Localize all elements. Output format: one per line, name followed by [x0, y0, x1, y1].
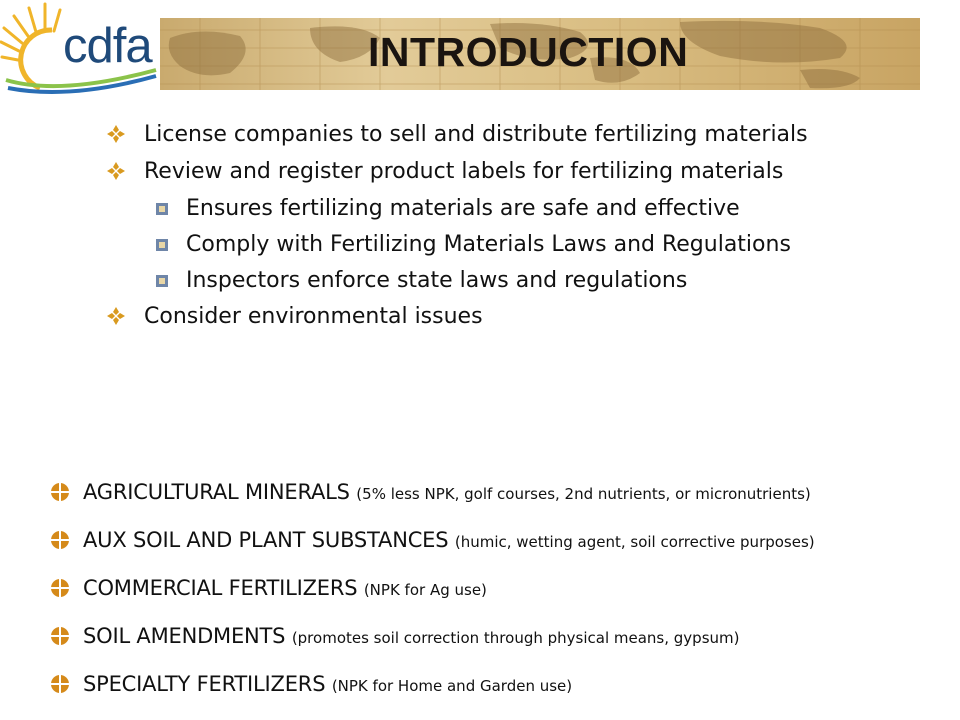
round-bullet-icon [50, 578, 70, 598]
diamond-bullet-icon [106, 161, 126, 181]
square-bullet-icon [156, 203, 168, 215]
cdfa-logo [0, 0, 160, 98]
round-bullet-icon [50, 530, 70, 550]
list-item-text: Review and register product labels for fertilizing materials [144, 159, 784, 184]
list-item [50, 670, 930, 700]
list-item [106, 231, 826, 259]
category-description: (5% less NPK, golf courses, 2nd nutrients, or micronutrients) [356, 485, 811, 503]
square-bullet-icon [156, 239, 168, 251]
list-item-text: Inspectors enforce state laws and regulations [186, 268, 688, 293]
round-bullet-icon [50, 674, 70, 694]
material-category-list [50, 478, 930, 718]
category-name: AGRICULTURAL MINERALS [83, 480, 350, 504]
round-bullet-icon [50, 626, 70, 646]
slide-title: INTRODUCTION [368, 29, 689, 75]
list-item [106, 267, 826, 295]
list-item [106, 303, 826, 331]
category-name: SOIL AMENDMENTS [83, 624, 286, 648]
list-item-text: Comply with Fertilizing Materials Laws and Regulations [186, 232, 791, 257]
diamond-bullet-icon [106, 124, 126, 144]
title-banner [160, 18, 920, 90]
list-item [50, 526, 930, 556]
category-description: (NPK for Home and Garden use) [331, 677, 573, 695]
round-bullet-icon [50, 482, 70, 502]
category-name: SPECIALTY FERTILIZERS [83, 672, 326, 696]
list-item [106, 158, 826, 186]
logo-wordmark: cdfa [63, 19, 152, 73]
square-bullet-icon [156, 275, 168, 287]
category-name: AUX SOIL AND PLANT SUBSTANCES [83, 528, 449, 552]
list-item [106, 121, 826, 149]
upper-bullet-list [106, 121, 826, 340]
category-description: (promotes soil correction through physical means, gypsum) [291, 629, 740, 647]
category-name: COMMERCIAL FERTILIZERS [83, 576, 358, 600]
category-description: (humic, wetting agent, soil corrective purposes) [454, 533, 815, 551]
category-description: (NPK for Ag use) [363, 581, 487, 599]
list-item [106, 195, 826, 223]
list-item-text: Consider environmental issues [144, 304, 483, 329]
list-item [50, 622, 930, 652]
list-item [50, 478, 930, 508]
list-item-text: License companies to sell and distribute fertilizing materials [144, 122, 808, 147]
list-item [50, 574, 930, 604]
list-item-text: Ensures fertilizing materials are safe and effective [186, 196, 740, 221]
diamond-bullet-icon [106, 306, 126, 326]
